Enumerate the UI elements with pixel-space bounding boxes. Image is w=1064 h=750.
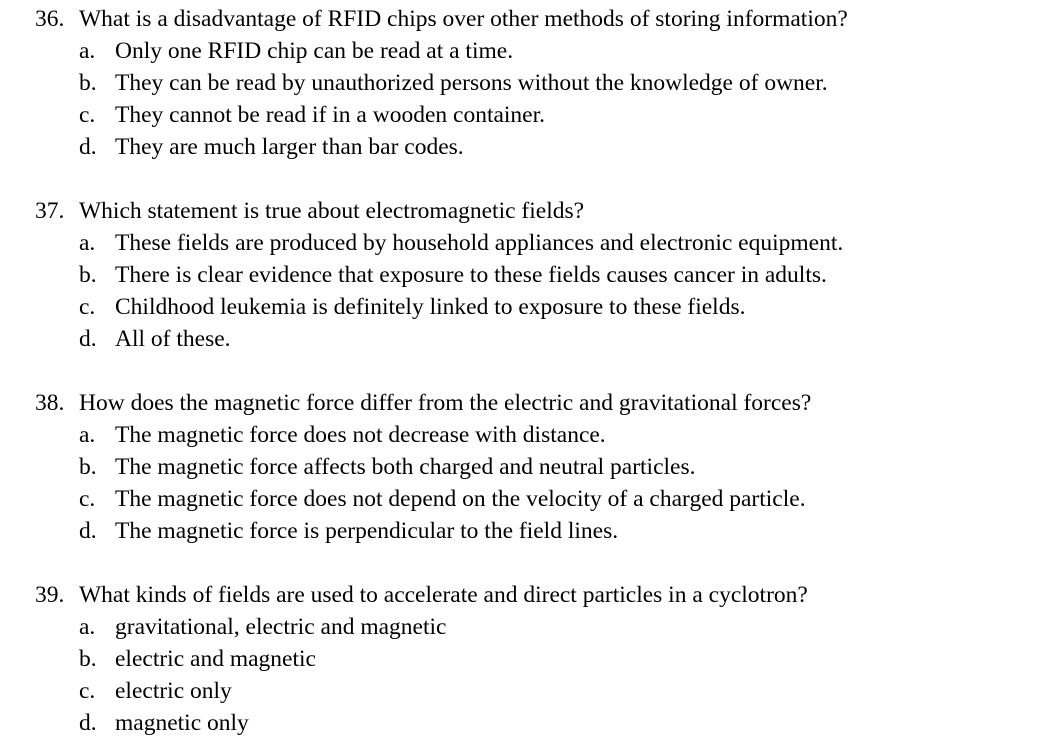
option-letter: d. (79, 134, 97, 160)
option-letter: a. (79, 614, 96, 640)
option-text: electric and magnetic (115, 646, 316, 672)
option-letter: b. (79, 70, 97, 96)
option-letter: c. (79, 486, 96, 512)
option-text: There is clear evidence that exposure to these fields causes cancer in adults. (115, 262, 827, 288)
question-text: How does the magnetic force differ from the electric and gravitational forces? (79, 390, 812, 416)
option-letter: b. (79, 262, 97, 288)
question-stem (0, 4, 1064, 34)
question-stem (0, 196, 1064, 226)
option-a (0, 612, 1064, 642)
option-letter: d. (79, 326, 97, 352)
option-text: They can be read by unauthorized persons without the knowledge of owner. (115, 70, 828, 96)
option-text: The magnetic force is perpendicular to the field lines. (115, 518, 619, 544)
option-text: electric only (115, 678, 232, 704)
option-letter: c. (79, 678, 96, 704)
question-number: 38. (35, 390, 65, 416)
option-text: They are much larger than bar codes. (115, 134, 464, 160)
option-c (0, 676, 1064, 706)
option-letter: d. (79, 518, 97, 544)
option-letter: b. (79, 646, 97, 672)
option-letter: a. (79, 422, 96, 448)
option-d (0, 132, 1064, 162)
option-text: The magnetic force affects both charged and neutral particles. (115, 454, 696, 480)
option-letter: c. (79, 294, 96, 320)
option-letter: b. (79, 454, 97, 480)
option-letter: c. (79, 102, 96, 128)
option-b (0, 260, 1064, 290)
question-stem (0, 580, 1064, 610)
option-a (0, 36, 1064, 66)
option-text: Childhood leukemia is definitely linked to exposure to these fields. (115, 294, 746, 320)
question-text: What kinds of fields are used to accelerate and direct particles in a cyclotron? (79, 582, 808, 608)
option-text: These fields are produced by household appliances and electronic equipment. (115, 230, 844, 256)
option-text: The magnetic force does not decrease with distance. (115, 422, 606, 448)
option-b (0, 644, 1064, 674)
option-a (0, 228, 1064, 258)
question-text: What is a disadvantage of RFID chips over other methods of storing information? (79, 6, 848, 32)
option-d (0, 516, 1064, 546)
option-letter: a. (79, 230, 96, 256)
option-letter: d. (79, 710, 97, 736)
option-text: All of these. (115, 326, 231, 352)
option-letter: a. (79, 38, 96, 64)
option-text: gravitational, electric and magnetic (115, 614, 447, 640)
option-c (0, 484, 1064, 514)
option-d (0, 324, 1064, 354)
option-text: magnetic only (115, 710, 249, 736)
option-text: They cannot be read if in a wooden container. (115, 102, 546, 128)
question-number: 39. (35, 582, 65, 608)
option-text: The magnetic force does not depend on the velocity of a charged particle. (115, 486, 806, 512)
option-c (0, 292, 1064, 322)
question-stem (0, 388, 1064, 418)
option-text: Only one RFID chip can be read at a time. (115, 38, 514, 64)
option-d (0, 708, 1064, 738)
option-c (0, 100, 1064, 130)
question-number: 37. (35, 198, 65, 224)
question-text: Which statement is true about electromagnetic fields? (79, 198, 585, 224)
question-number: 36. (35, 6, 65, 32)
option-b (0, 452, 1064, 482)
option-b (0, 68, 1064, 98)
option-a (0, 420, 1064, 450)
